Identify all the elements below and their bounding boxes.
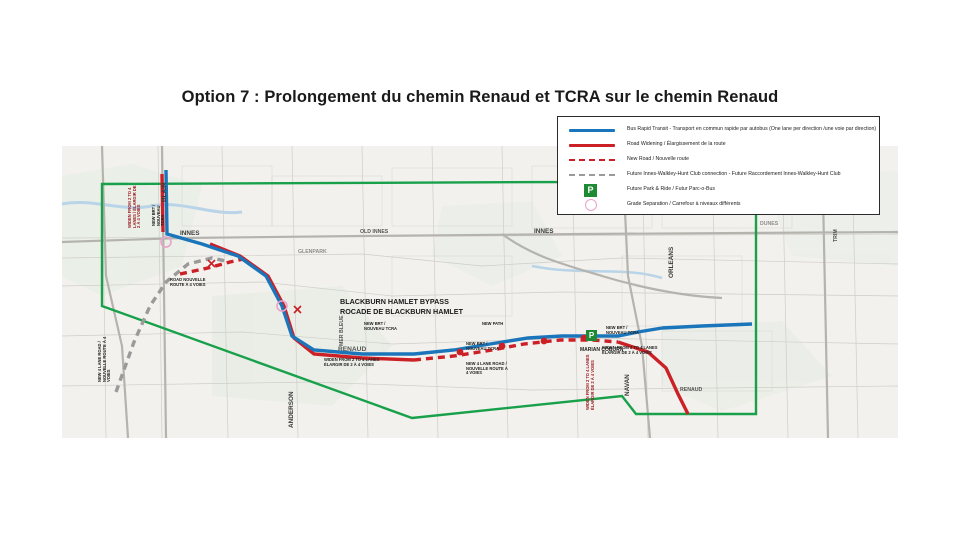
annotation-widen-east: WIDEN FROM 2 TO 4 LANES ÉLARGIR DE 2 À 4 VOIES bbox=[602, 345, 658, 355]
place-label-navan: NAVAN bbox=[624, 374, 631, 396]
legend-label-park-and-ride: Future Park & Ride / Futur Parc-o-Bus bbox=[627, 186, 715, 193]
street-label-glenpark: GLENPARK bbox=[298, 249, 327, 255]
widening-blair bbox=[162, 174, 163, 232]
legend-label-new-road: New Road / Nouvelle route bbox=[627, 156, 689, 163]
park-and-ride-icon: P bbox=[565, 183, 619, 197]
place-label-mer-bleue: MER BLEUE bbox=[339, 315, 345, 346]
dashed-red-line-icon bbox=[565, 153, 619, 167]
street-label-dunes: DUNES bbox=[760, 221, 779, 227]
annotation-new-brt-east: NEW BRT / NOUVEAU TCRA bbox=[606, 325, 639, 335]
legend-label-brt: Bus Rapid Transit - Transport en commun rapide par autobus (One lane per direction /une voie par direction) bbox=[627, 126, 877, 133]
grade-separation-icon bbox=[565, 198, 619, 212]
place-label-anderson: ANDERSON bbox=[288, 391, 295, 428]
place-label-marian-coburn: MARIAN COBURN bbox=[580, 347, 624, 353]
annotation-widen-blair: WIDEN FROM 2 TO 4 LANES / ÉLARGIR DE 2 À 4 VOIES bbox=[127, 185, 142, 228]
annotation-widen-navan: WIDEN FROM 2 TO 4 LANES ÉLARGIR DE 2 À 4 VOIES bbox=[585, 354, 595, 410]
place-label-orleans: ORLEANS bbox=[668, 246, 675, 278]
annotation-new-road-west: ROAD NOUVELLE ROUTE À 4 VOIES bbox=[170, 277, 206, 287]
place-label-blair: BLAIR bbox=[161, 182, 168, 202]
place-label-innes-east: INNES bbox=[534, 228, 554, 235]
legend-item-future-connection bbox=[565, 168, 872, 182]
annotation-new-4-lane-road-west: NEW 4 LANE ROAD / NOUVELLE ROUTE À 4 VOIES bbox=[97, 336, 112, 382]
bypass-label-fr: ROCADE DE BLACKBURN HAMLET bbox=[340, 307, 463, 316]
legend-item-road-widening bbox=[565, 138, 872, 152]
legend-item-brt bbox=[565, 123, 877, 137]
bypass-label-en: BLACKBURN HAMLET BYPASS bbox=[340, 297, 449, 306]
annotation-widen-renaud: WIDEN FROM 2 TO 4 LANES ÉLARGIR DE 2 À 4 VOIES bbox=[324, 357, 380, 367]
solid-blue-line-icon bbox=[565, 123, 619, 137]
annotation-renaud-corridor: RENAUD bbox=[338, 346, 367, 353]
annotation-new-brt-mid: NEW BRT / NOUVEAU TCRA bbox=[466, 341, 499, 351]
legend-label-road-widening: Road Widening / Élargissement de la route bbox=[627, 141, 726, 148]
legend-item-new-road bbox=[565, 153, 872, 167]
legend-label-grade-separation: Grade Separation / Carrefour à niveaux différents bbox=[627, 201, 741, 208]
place-label-innes-west: INNES bbox=[180, 230, 200, 237]
annotation-new-4-lane-road-mid: NEW 4 LANE ROAD / NOUVELLE ROUTE À 4 VOIES bbox=[466, 361, 508, 376]
solid-red-line-icon bbox=[565, 138, 619, 152]
place-label-trim: TRIM bbox=[833, 229, 839, 242]
dashed-gray-line-icon bbox=[565, 168, 619, 182]
annotation-new-brt-blair: NEW BRT / NOUVEAU TCRA bbox=[151, 204, 166, 226]
annotation-new-path: NEW PATH bbox=[482, 321, 504, 326]
legend-item-park-and-ride bbox=[565, 183, 872, 197]
place-label-renaud: RENAUD bbox=[680, 387, 703, 393]
page-title: Option 7 : Prolongement du chemin Renaud et TCRA sur le chemin Renaud bbox=[181, 88, 779, 106]
street-label-old-innes: OLD INNES bbox=[360, 229, 389, 235]
map-legend bbox=[557, 116, 880, 215]
legend-item-grade-separation bbox=[565, 198, 872, 212]
legend-label-future-connection: Future Innes-Walkley-Hunt Club connection - Future Raccordement Innes-Walkley-Hunt Club bbox=[627, 171, 841, 178]
annotation-new-brt-renaud: NEW BRT / NOUVEAU TCRA bbox=[364, 321, 397, 331]
park-and-ride-marker: P bbox=[586, 330, 597, 341]
